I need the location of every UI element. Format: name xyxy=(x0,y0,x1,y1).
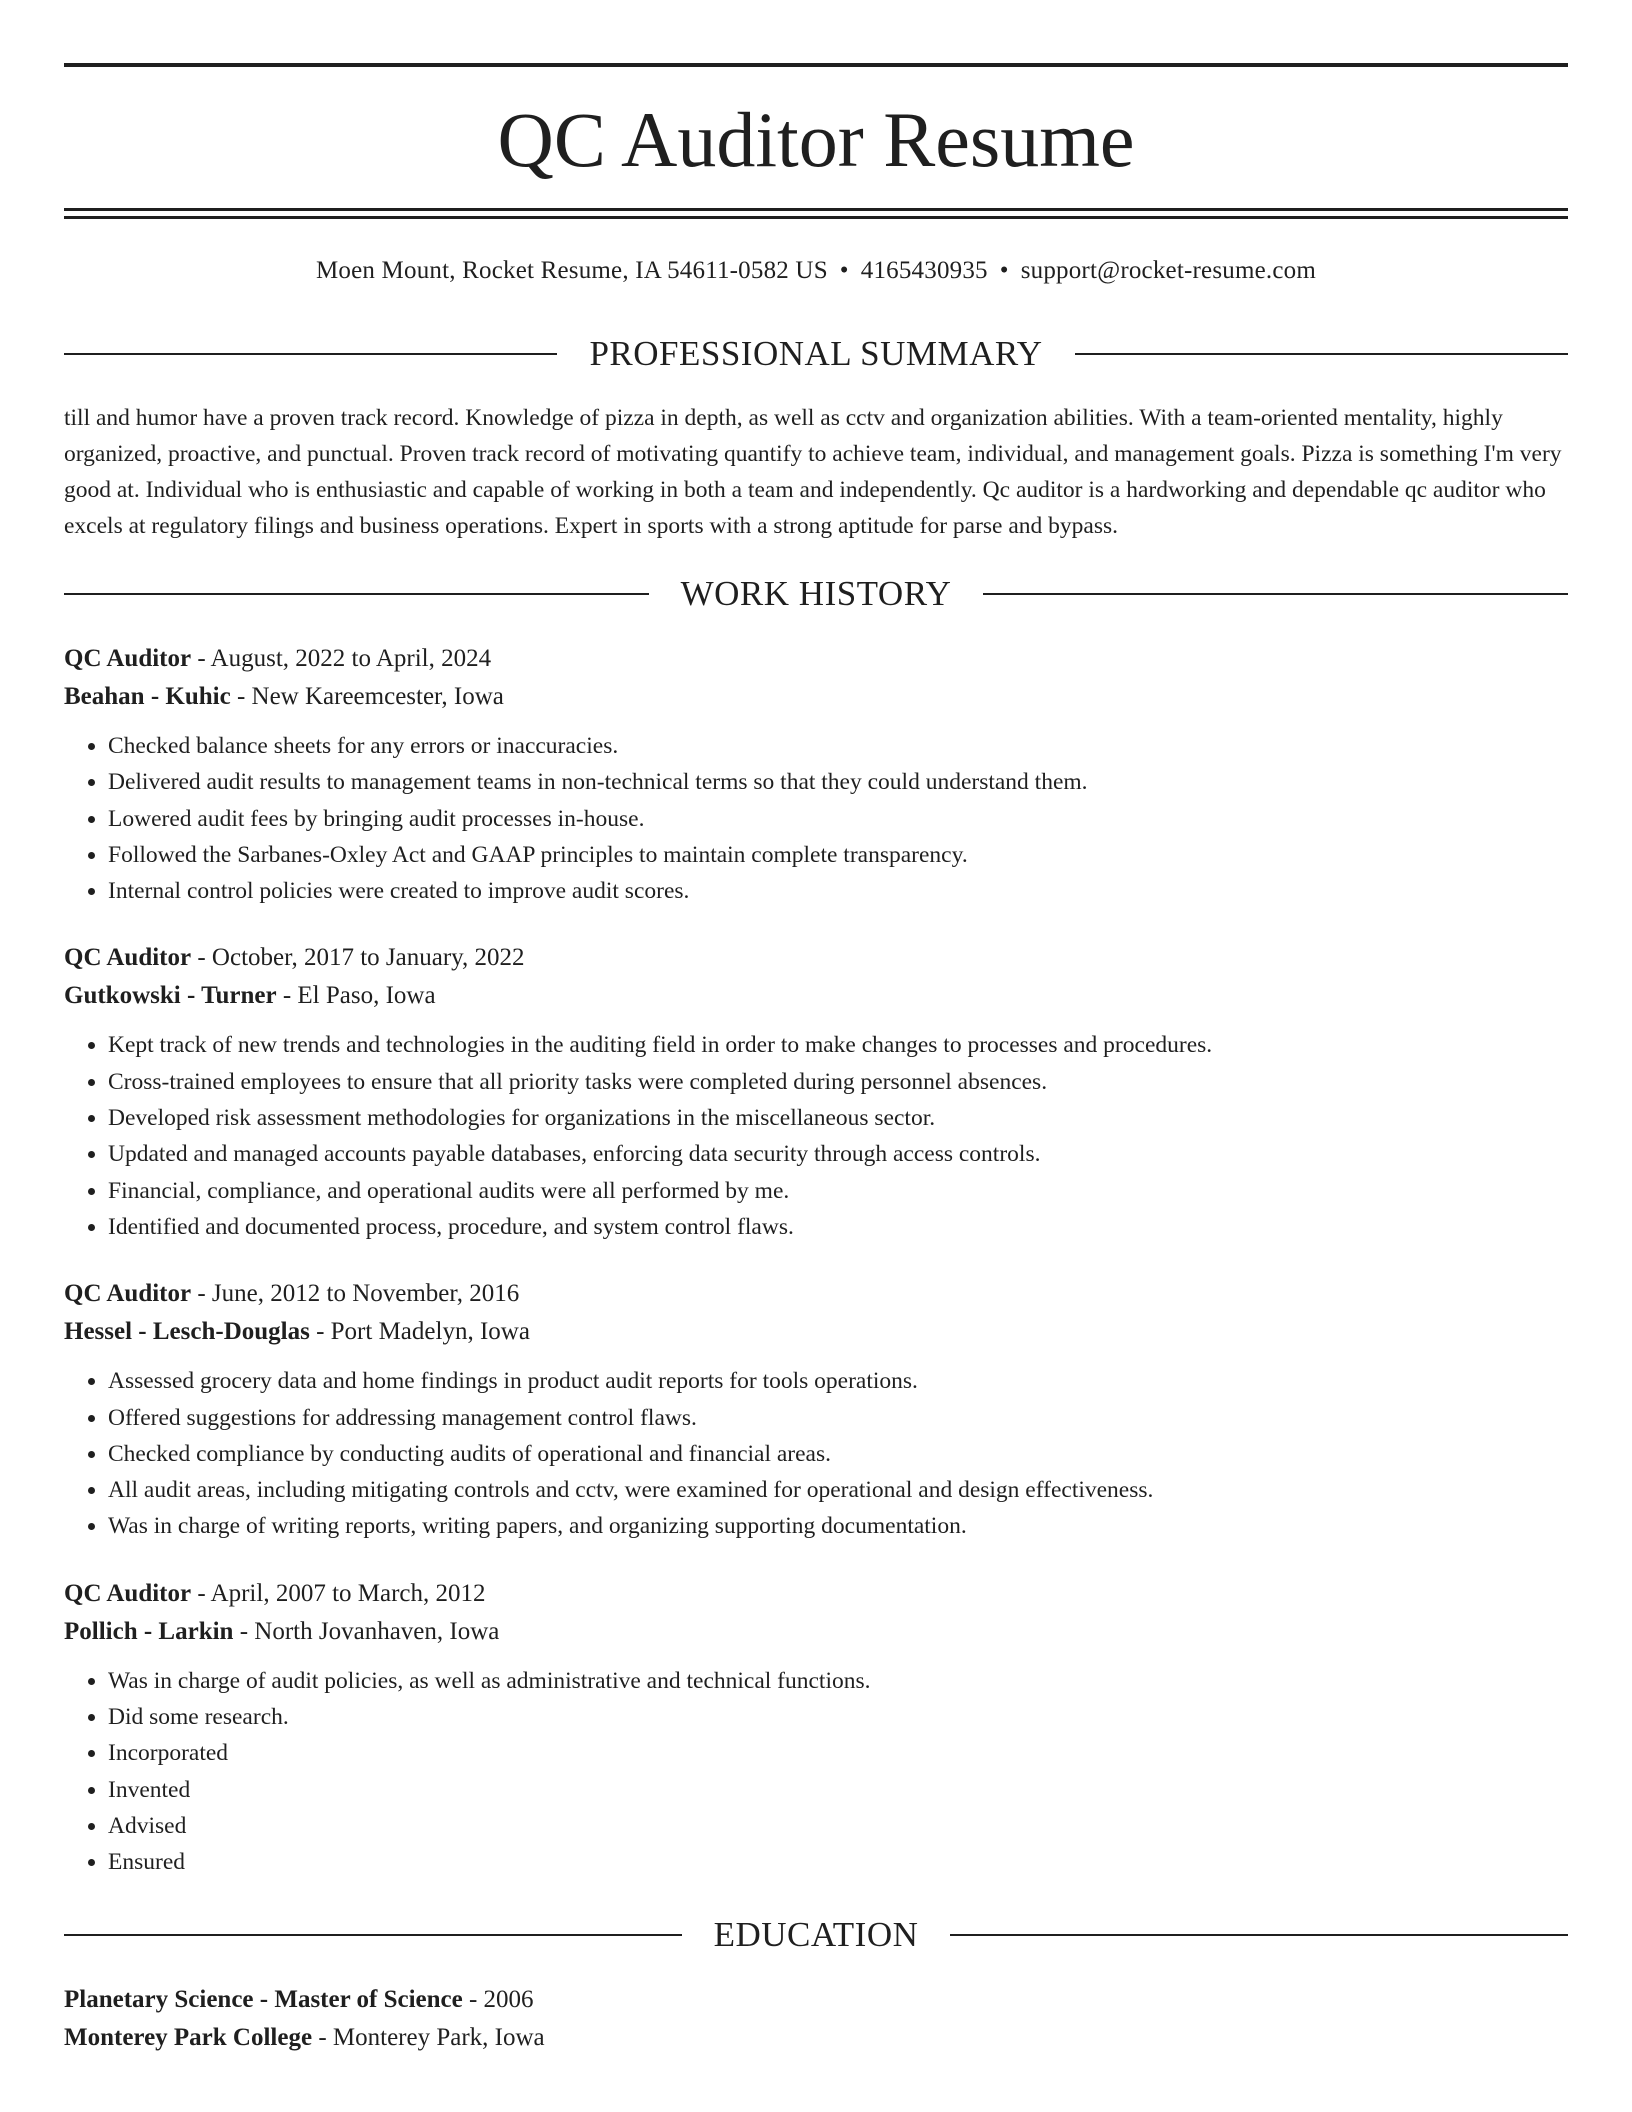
work-history-list xyxy=(64,640,1568,1881)
job-company-line xyxy=(64,678,1568,716)
job-title: QC Auditor xyxy=(64,1280,192,1308)
page-title: QC Auditor Resume xyxy=(497,96,1135,183)
job-bullet: • Kept track of new trends and technologies in the auditing field in order to make changes to processes and procedures. xyxy=(108,1027,1568,1063)
heading-rule-left xyxy=(64,593,649,595)
job-entry xyxy=(64,939,1568,1245)
job-dates: - August, 2022 to April, 2024 xyxy=(191,645,492,672)
education-degree-line xyxy=(64,1981,1568,2019)
education-school: Monterey Park College xyxy=(64,2023,313,2051)
job-entry xyxy=(64,640,1568,909)
job-dates: - June, 2012 to November, 2016 xyxy=(191,1280,520,1308)
job-bullet: • Updated and managed accounts payable databases, enforcing data security through access controls. xyxy=(108,1136,1568,1172)
job-title-line xyxy=(64,640,1568,678)
heading-rule-right xyxy=(983,593,1568,595)
education-heading xyxy=(64,1911,1568,1959)
job-bullets xyxy=(64,728,1568,909)
job-bullet: • Identified and documented process, procedure, and system control flaws. xyxy=(108,1209,1568,1245)
job-bullet: • Invented xyxy=(108,1772,1568,1808)
job-bullet: • Checked balance sheets for any errors or inaccuracies. xyxy=(108,728,1568,764)
education-entry xyxy=(64,1981,1568,2057)
heading-rule-right xyxy=(1075,353,1568,355)
work-history-heading-label: WORK HISTORY xyxy=(680,574,952,613)
contact-email: support@rocket-resume.com xyxy=(1020,257,1316,284)
job-title-line xyxy=(64,1575,1568,1613)
job-company: Hessel - Lesch-Douglas xyxy=(64,1318,310,1346)
job-entry xyxy=(64,1575,1568,1881)
job-bullets xyxy=(64,1363,1568,1544)
job-location: - New Kareemcester, Iowa xyxy=(230,683,504,710)
job-bullet: • Was in charge of audit policies, as well as administrative and technical functions. xyxy=(108,1663,1568,1699)
job-bullets xyxy=(64,1027,1568,1245)
job-bullet: • Advised xyxy=(108,1808,1568,1844)
heading-rule-left xyxy=(64,353,557,355)
job-dates: - April, 2007 to March, 2012 xyxy=(191,1579,486,1607)
job-company: Pollich - Larkin xyxy=(64,1617,234,1645)
job-title: QC Auditor xyxy=(64,944,192,972)
job-company-line xyxy=(64,977,1568,1015)
heading-rule-right xyxy=(950,1934,1568,1936)
job-dates: - October, 2017 to January, 2022 xyxy=(191,944,525,972)
job-bullet: • Internal control policies were created to improve audit scores. xyxy=(108,873,1568,909)
job-company-line xyxy=(64,1313,1568,1351)
job-bullet: • Delivered audit results to management teams in non-technical terms so that they could understand them. xyxy=(108,764,1568,800)
contact-separator: • xyxy=(839,257,849,284)
title-rule-upper xyxy=(64,208,1568,211)
job-bullets xyxy=(64,1663,1568,1881)
job-bullet: • Did some research. xyxy=(108,1699,1568,1735)
job-bullet: • Followed the Sarbanes-Oxley Act and GAAP principles to maintain complete transparency. xyxy=(108,837,1568,873)
work-history-heading xyxy=(64,570,1568,618)
education-degree: Planetary Science - Master of Science xyxy=(64,1985,463,2013)
top-rule xyxy=(64,63,1568,67)
education-heading-label: EDUCATION xyxy=(713,1914,919,1954)
job-bullet: • Financial, compliance, and operational audits were all performed by me. xyxy=(108,1173,1568,1209)
job-company: Gutkowski - Turner xyxy=(64,982,277,1010)
job-bullet: • Developed risk assessment methodologies for organizations in the miscellaneous sector. xyxy=(108,1100,1568,1136)
job-location: - El Paso, Iowa xyxy=(276,982,436,1010)
job-company-line xyxy=(64,1613,1568,1651)
education-year: - 2006 xyxy=(462,1985,534,2013)
heading-rule-left xyxy=(64,1934,682,1936)
job-bullet: • Lowered audit fees by bringing audit processes in-house. xyxy=(108,801,1568,837)
job-bullet: • Offered suggestions for addressing management control flaws. xyxy=(108,1400,1568,1436)
job-entry xyxy=(64,1275,1568,1544)
title-rule-lower xyxy=(64,216,1568,219)
job-bullet: • Ensured xyxy=(108,1844,1568,1880)
job-bullet: • All audit areas, including mitigating controls and cctv, were examined for operational and design effectiveness. xyxy=(108,1472,1568,1508)
education-location: - Monterey Park, Iowa xyxy=(312,2023,545,2051)
job-bullet: • Was in charge of writing reports, writing papers, and organizing supporting documentation. xyxy=(108,1508,1568,1544)
contact-phone: 4165430935 xyxy=(860,257,988,284)
job-bullet: • Cross-trained employees to ensure that all priority tasks were completed during personnel absences. xyxy=(108,1064,1568,1100)
contact-separator: • xyxy=(999,257,1009,284)
job-bullet: • Assessed grocery data and home findings in product audit reports for tools operations. xyxy=(108,1363,1568,1399)
resume-content xyxy=(64,330,1568,2057)
job-title-line xyxy=(64,1275,1568,1313)
job-location: - North Jovanhaven, Iowa xyxy=(233,1617,500,1645)
summary-heading-label: PROFESSIONAL SUMMARY xyxy=(589,334,1043,373)
summary-heading xyxy=(64,330,1568,378)
education-school-line xyxy=(64,2019,1568,2057)
contact-address: Moen Mount, Rocket Resume, IA 54611-0582 US xyxy=(315,257,828,284)
job-bullet: • Incorporated xyxy=(108,1735,1568,1771)
job-title: QC Auditor xyxy=(64,645,192,672)
job-title: QC Auditor xyxy=(64,1579,192,1607)
job-title-line xyxy=(64,939,1568,977)
job-location: - Port Madelyn, Iowa xyxy=(309,1318,530,1346)
summary-text: till and humor have a proven track record. Knowledge of pizza in depth, as well as cctv and organization abilities. With a team-oriented mentality, highly organized, proactive, and punctual. Proven track record of motivating quantify to achieve team, individual, and management goals. Pizza is something I'm very good at. Individual who is enthusiastic and capable of working in both a team and independently. Qc auditor is a hardworking and dependable qc auditor who excels at regulatory filings and business operations. Expert in sports with a strong aptitude for parse and bypass. xyxy=(64,405,1562,539)
job-company: Beahan - Kuhic xyxy=(64,683,231,710)
contact-line xyxy=(64,254,1568,288)
job-bullet: • Checked compliance by conducting audits of operational and financial areas. xyxy=(108,1436,1568,1472)
